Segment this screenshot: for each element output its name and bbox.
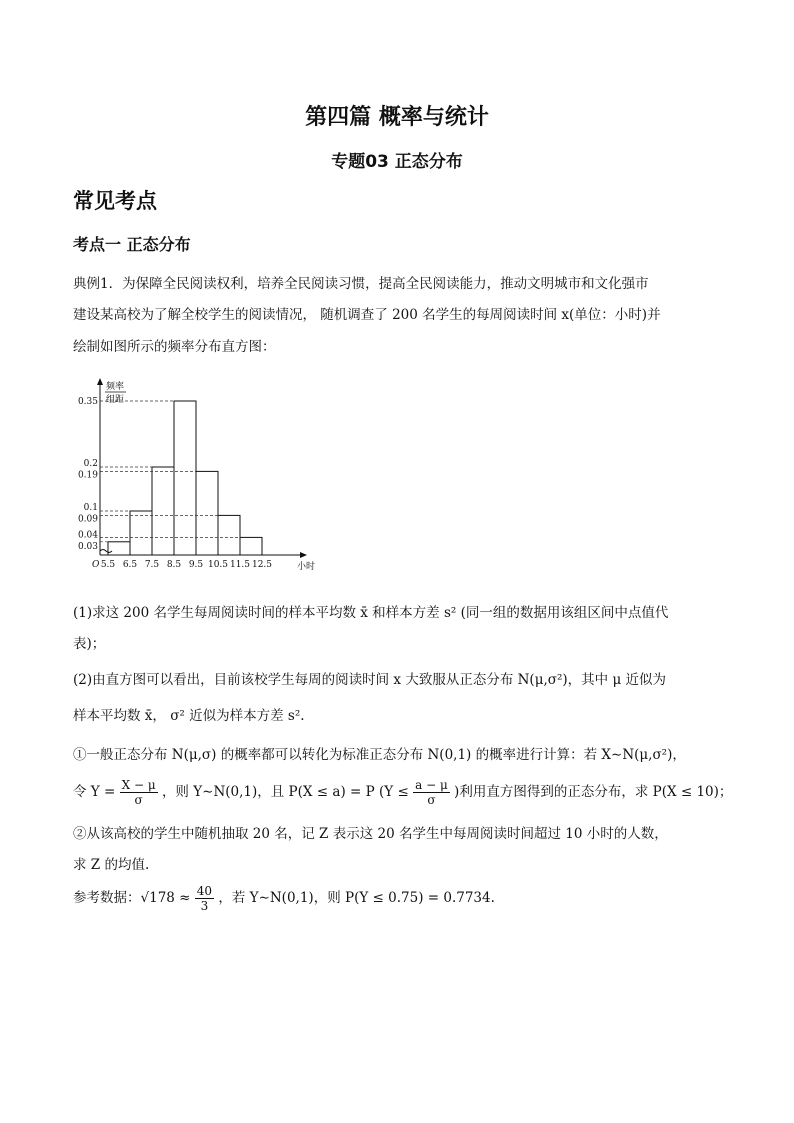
question-2-line-2: 样本平均数 x̄， σ² 近似为样本方差 s². [73, 708, 305, 724]
x-tick-label: 5.5 [100, 560, 116, 570]
histogram-bar [108, 542, 130, 555]
fraction-denominator: σ [134, 793, 143, 807]
y-tick-label: 0.04 [77, 530, 98, 541]
y-tick-label: 0.19 [77, 470, 98, 481]
fraction-denominator: σ [427, 793, 436, 807]
question-1-line-2: 表)； [73, 636, 106, 652]
y-axis-arrow [97, 378, 103, 385]
fraction-threshold [413, 778, 450, 807]
x-tick-label: 10.5 [207, 560, 229, 570]
frequency-histogram [75, 375, 325, 580]
x-axis-arrow [300, 552, 307, 558]
histogram-bar [218, 515, 240, 555]
reference-data [73, 884, 495, 913]
x-tick-label: 9.5 [188, 560, 204, 570]
x-tick-label: 11.5 [229, 560, 251, 570]
x-tick-label: 7.5 [144, 560, 160, 570]
tail-text: )利用直方图得到的正态分布，求 P(X ≤ 10)； [454, 784, 733, 800]
question-2a-line-2 [73, 778, 732, 807]
fraction-forty-thirds [195, 884, 214, 913]
y-tick-label: 0.2 [83, 459, 98, 469]
x-tick-label: 8.5 [166, 560, 182, 570]
y-tick-label: 0.09 [77, 514, 98, 525]
y-label-top: 频率 [106, 382, 125, 392]
question-2a-line-1: ①一般正态分布 N(μ,σ) 的概率都可以转化为标准正态分布 N(0,1) 的概率进行计算：若 X∼N(μ,σ²)， [73, 747, 686, 763]
axis-break [100, 550, 112, 553]
x-axis-label: 小时 [297, 562, 316, 572]
fraction-denominator: 3 [200, 899, 209, 913]
histogram-bar [130, 511, 152, 555]
x-tick-label: 12.5 [251, 560, 273, 570]
example-line-1: 典例1．为保障全民阅读权利，培养全民阅读习惯，提高全民阅读能力，推动文明城市和文化强市 [73, 276, 649, 292]
question-1-line-1: (1)求这 200 名学生每周阅读时间的样本平均数 x̄ 和样本方差 s² (同一组的数据用该组区间中点值代 [73, 605, 669, 621]
question-2b-line-1: ②从该高校的学生中随机抽取 20 名，记 Z 表示这 20 名学生中每周阅读时间超过 10 小时的人数， [73, 826, 668, 842]
y-tick-label: 0.03 [77, 541, 98, 552]
y-label-bottom: 组距 [106, 395, 125, 405]
section-heading: 常见考点 [73, 189, 157, 213]
question-2b-line-2: 求 Z 的均值. [73, 857, 150, 873]
paren-text: (Y ≤ [379, 784, 409, 800]
example-line-3: 绘制如图所示的频率分布直方图： [73, 339, 276, 355]
document-title: 第四篇 概率与统计 [305, 105, 489, 130]
y-tick-label: 0.35 [77, 397, 98, 407]
histogram-bar [152, 467, 174, 555]
histogram-bar [240, 537, 262, 555]
example-line-2: 建设某高校为了解全校学生的阅读情况， 随机调查了 200 名学生的每周阅读时间 x(单位：小时)并 [73, 307, 661, 323]
let-text: 令 Y = [73, 784, 116, 800]
reference-post: ，若 Y∼N(0,1)，则 P(Y ≤ 0.75) = 0.7734. [218, 890, 495, 906]
document-subtitle: 专题03 正态分布 [331, 152, 463, 172]
y-tick-label: 0.1 [83, 503, 98, 513]
fraction-numerator: a − μ [415, 778, 448, 792]
subsection-heading: 考点一 正态分布 [73, 235, 191, 254]
origin-label: O [92, 560, 100, 570]
question-2-line-1: (2)由直方图可以看出，目前该校学生每周的阅读时间 x 大致服从正态分布 N(μ,σ²)，其中 μ 近似为 [73, 672, 667, 688]
fraction-numerator: 40 [196, 884, 213, 898]
histogram-bar [196, 471, 218, 555]
x-tick-label: 6.5 [122, 560, 138, 570]
histogram-bar [174, 401, 196, 555]
reference-pre: 参考数据：√178 ≈ [73, 890, 191, 906]
mid-text: ，则 Y∼N(0,1)，且 P(X ≤ a) = P [161, 784, 375, 800]
fraction-numerator: X − μ [121, 778, 156, 792]
fraction-standardize [120, 778, 158, 807]
